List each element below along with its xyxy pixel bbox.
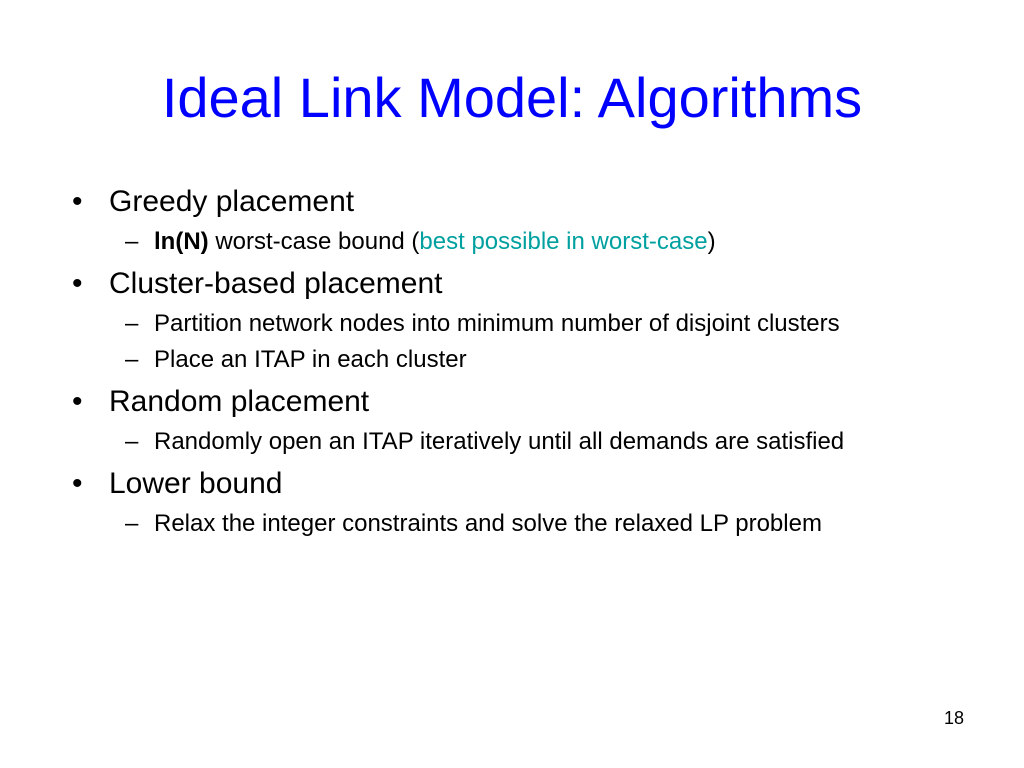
sub-bullet-partition	[72, 306, 1002, 342]
sub-bullet-marker: –	[125, 346, 139, 373]
sub-bullet-random-open	[72, 424, 1002, 460]
sub-bullet-marker: –	[125, 510, 139, 537]
slide-title: Ideal Link Model: Algorithms	[161, 66, 863, 129]
sub-bullet-marker: –	[125, 228, 139, 255]
bullet-marker: •	[72, 467, 83, 500]
bullet-greedy-placement	[72, 180, 1002, 224]
sub-bullet-place-itap	[72, 342, 1002, 378]
bullet-lower-bound	[72, 462, 1002, 506]
bound-formula: ln(N)	[154, 228, 209, 255]
bullet-marker: •	[72, 185, 83, 218]
highlight-text: best possible in worst-case	[419, 228, 708, 255]
sub-bullet-text: Randomly open an ITAP iteratively until all demands are satisfied	[154, 428, 845, 455]
bullet-text: Greedy placement	[109, 185, 355, 218]
bullet-cluster-placement	[72, 262, 1002, 306]
sub-bullet-text: worst-case bound (	[208, 228, 420, 255]
sub-bullet-greedy-bound	[72, 224, 1002, 260]
bullet-list	[72, 180, 1002, 542]
sub-bullet-text: Place an ITAP in each cluster	[154, 346, 467, 373]
bullet-text: Random placement	[109, 385, 370, 418]
sub-bullet-suffix: )	[707, 228, 716, 255]
sub-bullet-marker: –	[125, 310, 139, 337]
bullet-text: Cluster-based placement	[109, 267, 443, 300]
bullet-marker: •	[72, 385, 83, 418]
sub-bullet-text: Partition network nodes into minimum number of disjoint clusters	[154, 310, 840, 337]
sub-bullet-text: Relax the integer constraints and solve the relaxed LP problem	[154, 510, 822, 537]
bullet-random-placement	[72, 380, 1002, 424]
sub-bullet-marker: –	[125, 428, 139, 455]
sub-bullet-relax	[72, 506, 1002, 542]
page-number: 18	[943, 708, 964, 728]
bullet-marker: •	[72, 267, 83, 300]
bullet-text: Lower bound	[109, 467, 283, 500]
